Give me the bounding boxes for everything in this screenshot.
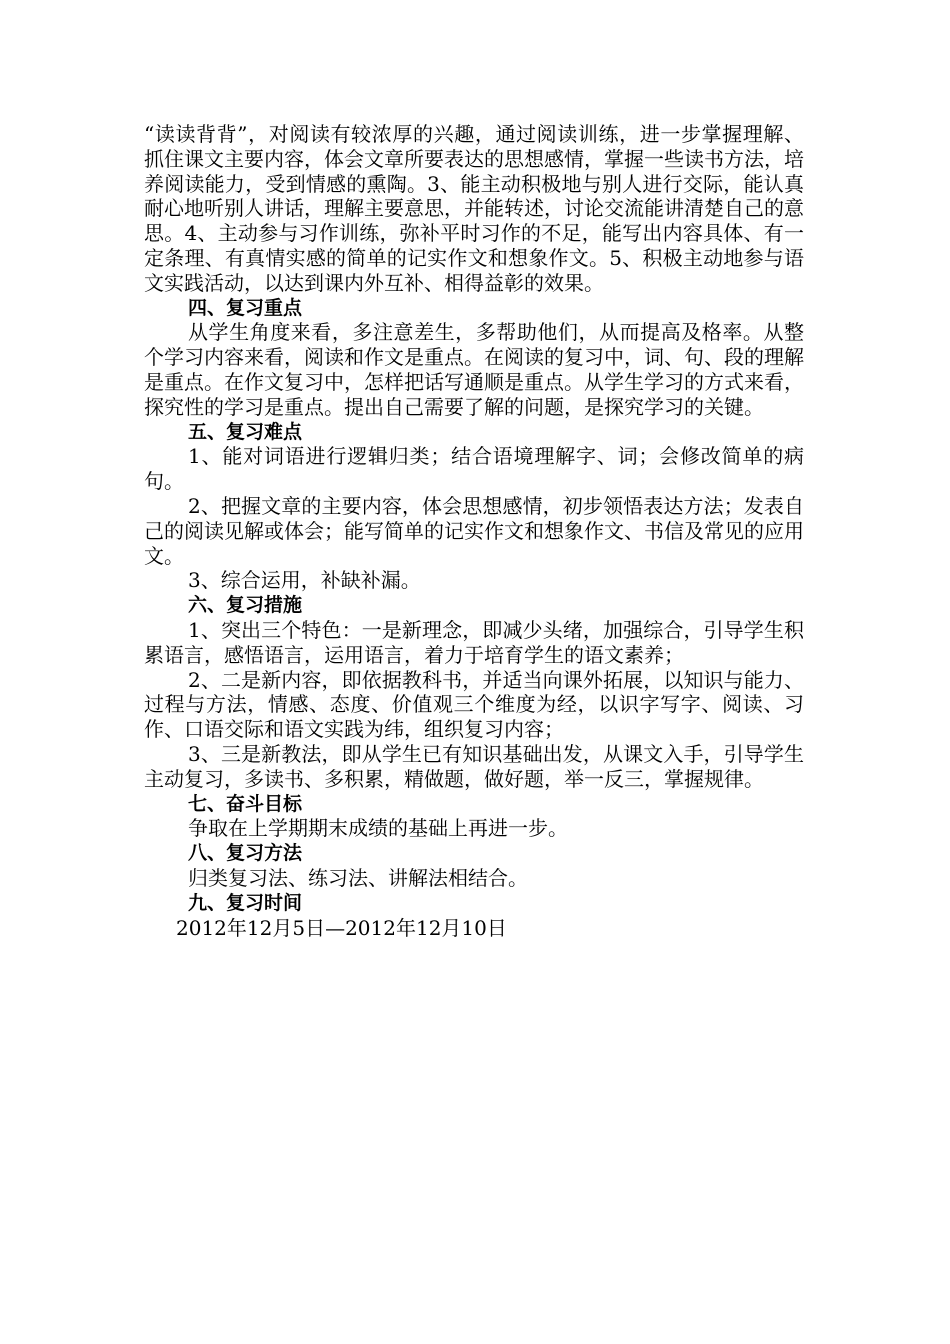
intro-paragraph: “读读背背”，对阅读有较浓厚的兴趣，通过阅读训练，进一步掌握理解、抓住课文主要内容，体会文章所要表达的思想感情，掌握一些读书方法，培养阅读能力，受到情感的熏陶。3、能主动积极地与别人进行交际，能认真耐心地听别人讲话，理解主要意思，并能转述，讨论交流能讲清楚自己的意思。4、主动参与习作训练，弥补平时习作的不足，能写出内容具体、有一定条理、有真情实感的简单的记实作文和想象作文。5、积极主动地参与语文实践活动，以达到课内外互补、相得益彰的效果。 [144, 122, 804, 295]
date-range: 2012年12月5日—2012年12月10日 [176, 915, 507, 940]
paragraph: 从学生角度来看，多注意差生，多帮助他们，从而提高及格率。从整个学习内容来看，阅读和作文是重点。在阅读的复习中，词、句、段的理解是重点。在作文复习中，怎样把话写通顺是重点。从学生学习的方式来看，探究性的学习是重点。提出自己需要了解的问题，是探究学习的关键。 [144, 320, 804, 419]
paragraph: 3、三是新教法，即从学生已有知识基础出发，从课文入手，引导学生主动复习，多读书、多积累，精做题，做好题，举一反三，掌握规律。 [144, 741, 804, 791]
paragraph: 2、把握文章的主要内容，体会思想感情，初步领悟表达方法；发表自己的阅读见解或体会；能写简单的记实作文和想象作文、书信及常见的应用文。 [144, 493, 804, 568]
section-heading-review-time: 九、复习时间 [188, 891, 303, 914]
paragraph: 2、二是新内容，即依据教科书，并适当向课外拓展，以知识与能力、过程与方法，情感、态度、价值观三个维度为经，以识字写字、阅读、习作、口语交际和语文实践为纬，组织复习内容； [144, 667, 804, 742]
document-body [144, 122, 804, 940]
section-heading-review-methods: 八、复习方法 [188, 842, 303, 865]
section-heading-review-difficulties: 五、复习难点 [188, 420, 303, 443]
paragraph: 1、能对词语进行逻辑归类；结合语境理解字、词；会修改简单的病句。 [144, 444, 804, 494]
paragraph: 争取在上学期期末成绩的基础上再进一步。 [188, 816, 568, 841]
paragraph: 1、突出三个特色：一是新理念，即减少头绪，加强综合，引导学生积累语言，感悟语言，运用语言，着力于培育学生的语文素养； [144, 617, 804, 667]
paragraph: 归类复习法、练习法、讲解法相结合。 [188, 865, 528, 890]
section-heading-review-measures: 六、复习措施 [188, 594, 303, 617]
paragraph: 3、综合运用，补缺补漏。 [188, 568, 421, 593]
section-heading-review-focus: 四、复习重点 [188, 296, 303, 319]
section-heading-goals: 七、奋斗目标 [188, 792, 303, 815]
